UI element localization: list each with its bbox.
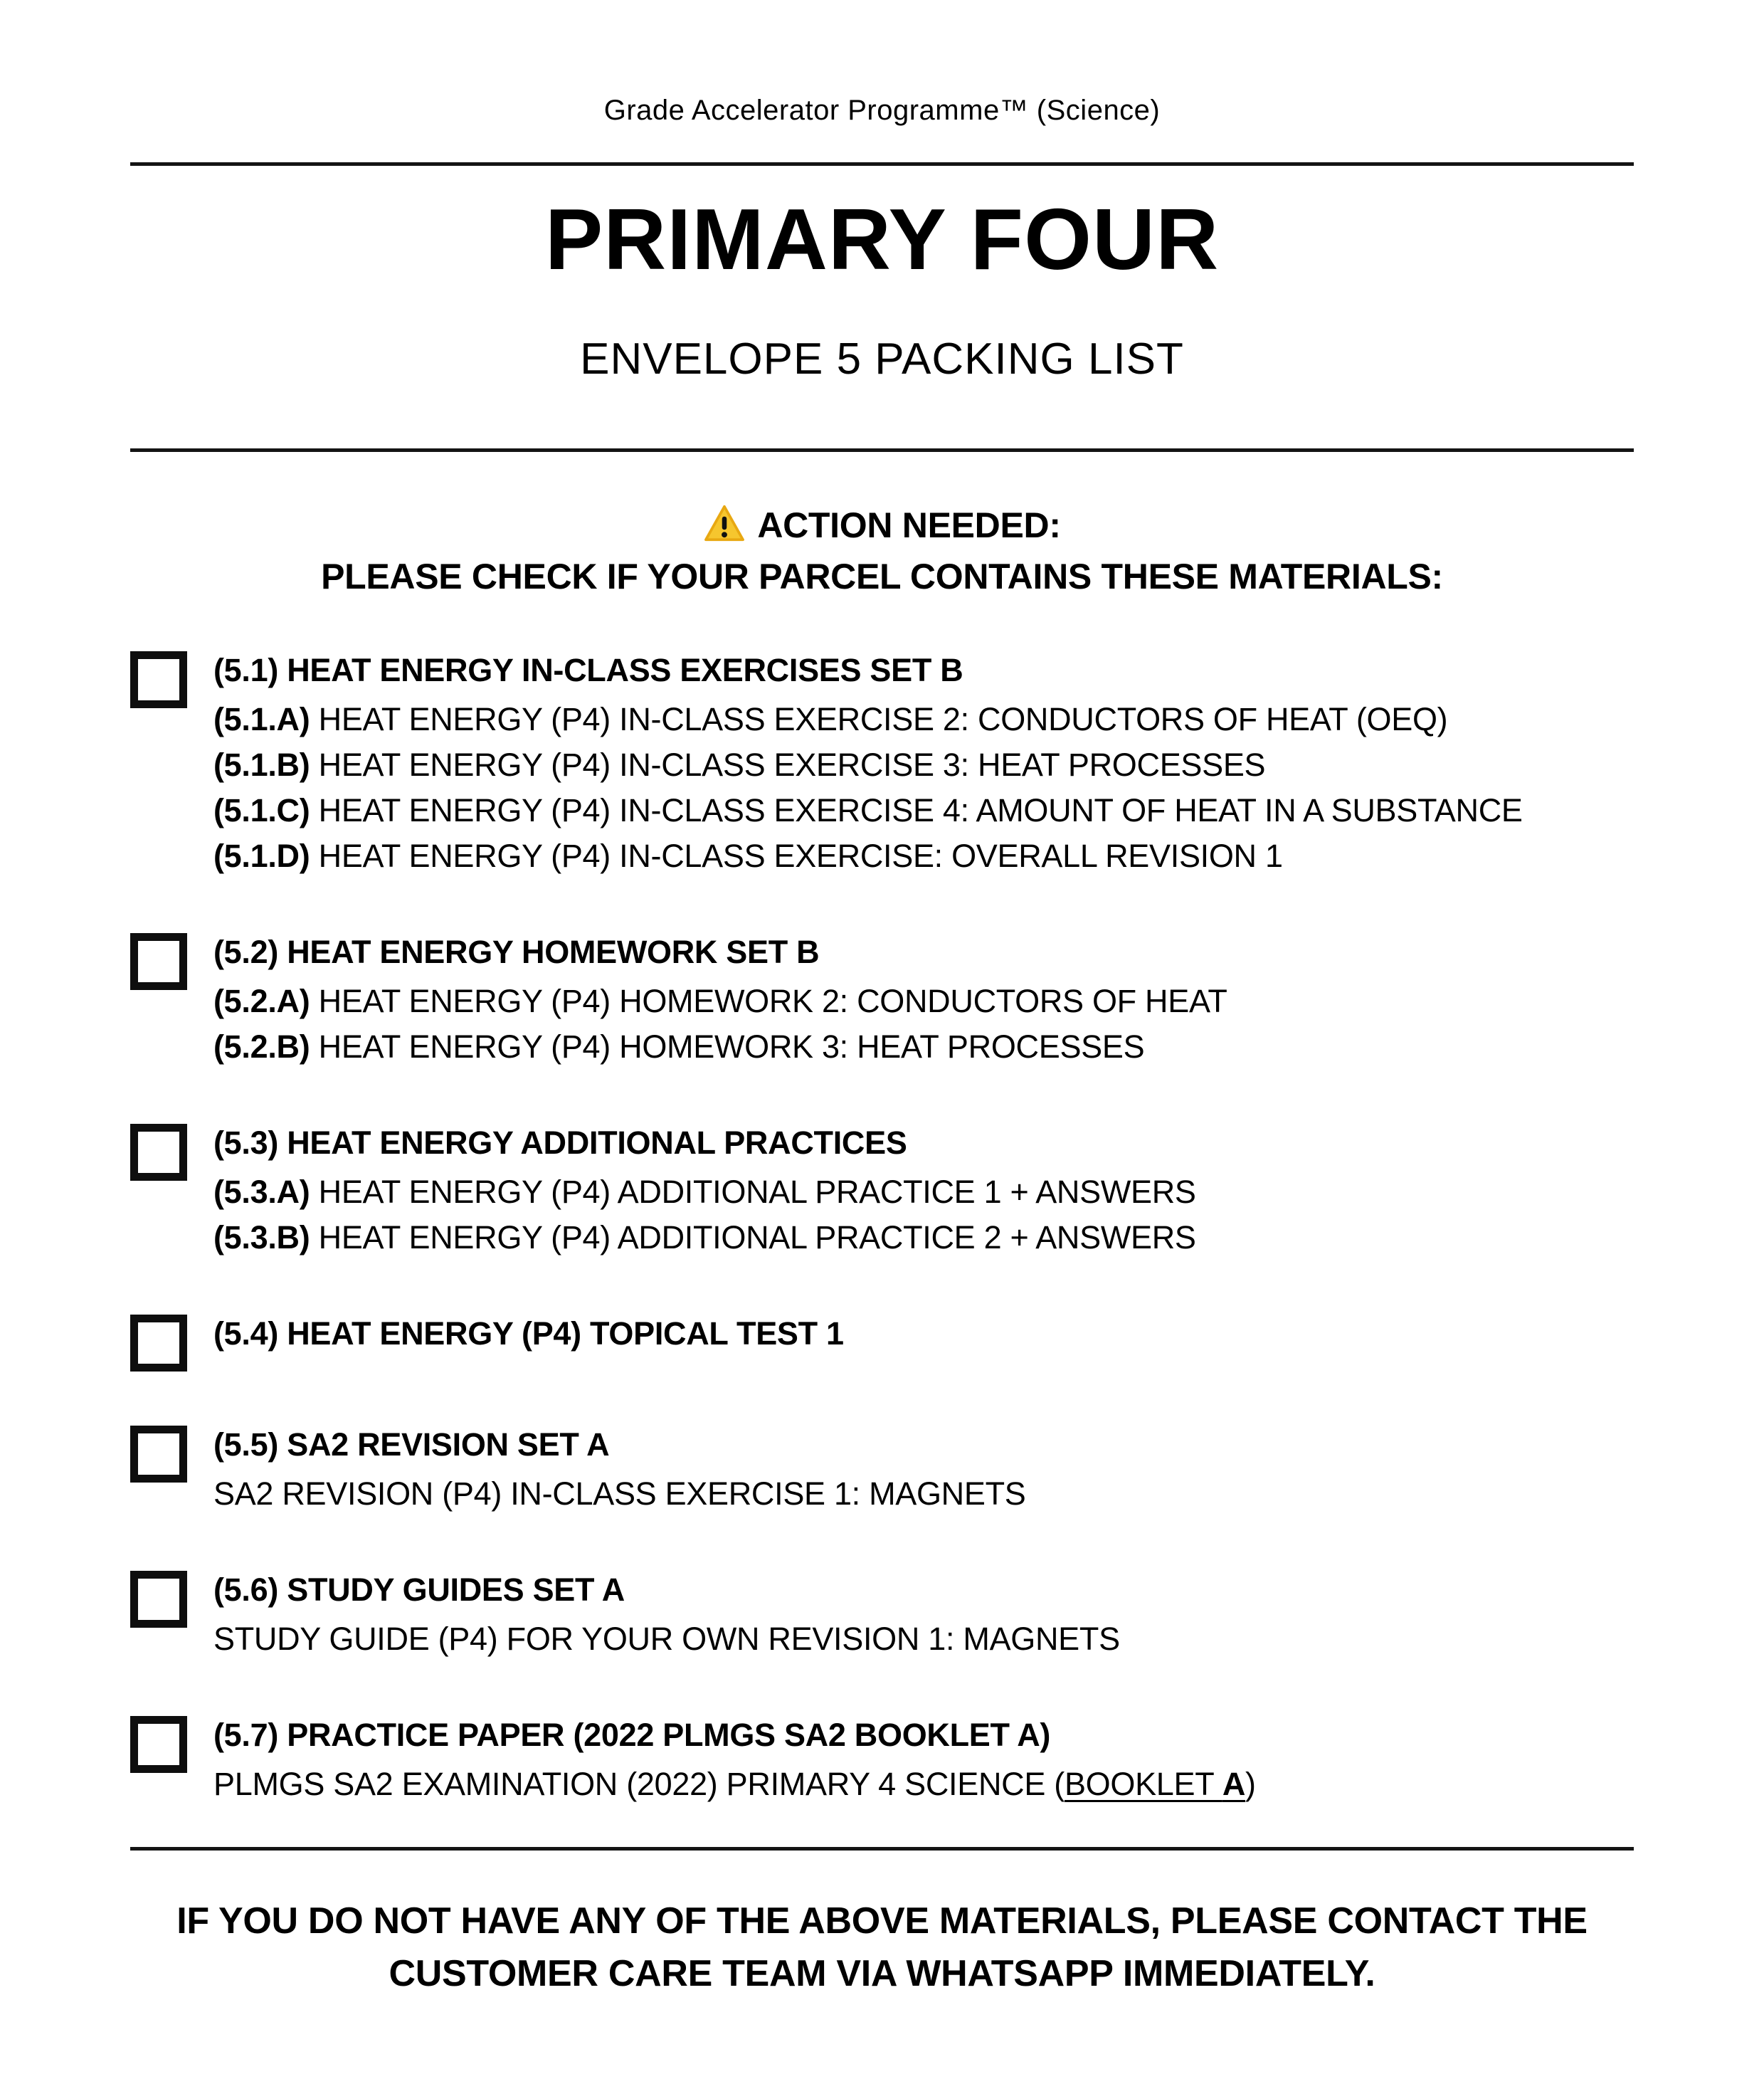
footer-notice bbox=[0, 1895, 1764, 2000]
section-lines bbox=[213, 929, 1634, 1070]
section-title bbox=[213, 1120, 1634, 1167]
section-lines bbox=[213, 1712, 1634, 1807]
checkbox-5-2[interactable] bbox=[130, 933, 187, 990]
section-items bbox=[213, 1169, 1634, 1260]
action-subheading: PLEASE CHECK IF YOUR PARCEL CONTAINS THESE MATERIALS: bbox=[321, 557, 1443, 596]
checklist-item bbox=[213, 697, 1634, 742]
checklist-item bbox=[213, 1616, 1634, 1662]
section-title bbox=[213, 929, 1634, 976]
checkbox-5-3[interactable] bbox=[130, 1124, 187, 1181]
item-text-segment: HEAT ENERGY (P4) IN-CLASS EXERCISE 4: AMOUNT OF HEAT IN A SUBSTANCE bbox=[310, 792, 1523, 828]
divider-header bbox=[130, 448, 1634, 452]
checklist-item bbox=[213, 742, 1634, 788]
footer-line-1: IF YOU DO NOT HAVE ANY OF THE ABOVE MATERIALS, PLEASE CONTACT THE bbox=[176, 1900, 1588, 1942]
section-items bbox=[213, 979, 1634, 1070]
warning-triangle-icon bbox=[703, 503, 757, 547]
item-text-segment: PLMGS SA2 EXAMINATION (2022) PRIMARY 4 SCIENCE ( bbox=[213, 1766, 1065, 1802]
checklist-item bbox=[213, 979, 1634, 1024]
section-items bbox=[213, 1762, 1634, 1807]
item-text-segment: HEAT ENERGY (P4) ADDITIONAL PRACTICE 2 + ANSWERS bbox=[310, 1219, 1196, 1256]
page-subtitle: ENVELOPE 5 PACKING LIST bbox=[580, 335, 1184, 384]
checkbox-5-4[interactable] bbox=[130, 1315, 187, 1372]
section-number: (5.3) bbox=[213, 1125, 279, 1161]
section-items bbox=[213, 1471, 1634, 1517]
item-text-segment: HEAT ENERGY (P4) HOMEWORK 3: HEAT PROCESSES bbox=[310, 1028, 1145, 1065]
program-title: Grade Accelerator Programme™ (Science) bbox=[603, 95, 1161, 126]
item-text-segment: ) bbox=[1245, 1766, 1256, 1802]
checklist-section-5-4 bbox=[130, 1310, 1634, 1372]
footer-line-2: CUSTOMER CARE TEAM VIA WHATSAPP IMMEDIATELY. bbox=[389, 1953, 1375, 1994]
checklist-item bbox=[213, 833, 1634, 879]
item-text-segment: HEAT ENERGY (P4) ADDITIONAL PRACTICE 1 + ANSWERS bbox=[310, 1174, 1196, 1210]
section-name: HEAT ENERGY HOMEWORK SET B bbox=[287, 934, 820, 970]
checkbox-5-7[interactable] bbox=[130, 1716, 187, 1773]
checklist-section-5-7 bbox=[130, 1712, 1634, 1807]
item-text-segment: (5.2.A) bbox=[213, 983, 310, 1019]
checklist-item bbox=[213, 1024, 1634, 1070]
section-items bbox=[213, 697, 1634, 879]
section-name: PRACTICE PAPER (2022 PLMGS SA2 BOOKLET A) bbox=[287, 1717, 1051, 1753]
section-number: (5.7) bbox=[213, 1717, 279, 1753]
checklist-section-5-3 bbox=[130, 1120, 1634, 1260]
section-items bbox=[213, 1616, 1634, 1662]
item-text-segment: (5.1.A) bbox=[213, 701, 310, 737]
section-lines bbox=[213, 1120, 1634, 1260]
item-text-segment: HEAT ENERGY (P4) IN-CLASS EXERCISE: OVERALL REVISION 1 bbox=[310, 838, 1283, 874]
section-number: (5.4) bbox=[213, 1315, 279, 1352]
section-lines bbox=[213, 647, 1634, 879]
section-name: STUDY GUIDES SET A bbox=[287, 1572, 625, 1608]
divider-top bbox=[130, 162, 1634, 166]
item-text-segment: (5.1.C) bbox=[213, 792, 310, 828]
checklist-section-5-2 bbox=[130, 929, 1634, 1070]
checkbox-5-1[interactable] bbox=[130, 651, 187, 708]
item-text-segment: BOOKLET bbox=[1064, 1766, 1222, 1802]
item-text-segment: HEAT ENERGY (P4) HOMEWORK 2: CONDUCTORS OF HEAT bbox=[310, 983, 1227, 1019]
section-title bbox=[213, 1421, 1634, 1468]
checklist-section-5-5 bbox=[130, 1421, 1634, 1517]
checklist-item bbox=[213, 1762, 1634, 1807]
item-text-segment: (5.2.B) bbox=[213, 1028, 310, 1065]
item-text-segment: SA2 REVISION (P4) IN-CLASS EXERCISE 1: MAGNETS bbox=[213, 1475, 1026, 1512]
checklist-item bbox=[213, 1215, 1634, 1260]
item-text-segment: HEAT ENERGY (P4) IN-CLASS EXERCISE 3: HEAT PROCESSES bbox=[310, 747, 1266, 783]
page-title: PRIMARY FOUR bbox=[544, 191, 1220, 288]
section-name: HEAT ENERGY ADDITIONAL PRACTICES bbox=[287, 1125, 907, 1161]
section-title bbox=[213, 647, 1634, 694]
action-heading bbox=[0, 503, 1764, 547]
checkbox-5-5[interactable] bbox=[130, 1426, 187, 1483]
checklist-item bbox=[213, 788, 1634, 833]
section-lines bbox=[213, 1567, 1634, 1662]
divider-footer bbox=[130, 1847, 1634, 1851]
checklist-item bbox=[213, 1471, 1634, 1517]
item-text-segment: HEAT ENERGY (P4) IN-CLASS EXERCISE 2: CONDUCTORS OF HEAT (OEQ) bbox=[310, 701, 1448, 737]
section-lines bbox=[213, 1310, 1634, 1357]
section-number: (5.2) bbox=[213, 934, 279, 970]
section-name: HEAT ENERGY IN-CLASS EXERCISES SET B bbox=[287, 652, 963, 688]
section-name: HEAT ENERGY (P4) TOPICAL TEST 1 bbox=[287, 1315, 844, 1352]
checklist bbox=[130, 647, 1634, 1807]
item-text-segment: (5.3.A) bbox=[213, 1174, 310, 1210]
checklist-section-5-6 bbox=[130, 1567, 1634, 1662]
section-number: (5.6) bbox=[213, 1572, 279, 1608]
action-heading-text: ACTION NEEDED: bbox=[757, 505, 1061, 545]
section-title bbox=[213, 1567, 1634, 1614]
section-number: (5.5) bbox=[213, 1426, 279, 1463]
item-text-segment: A bbox=[1222, 1766, 1246, 1802]
section-lines bbox=[213, 1421, 1634, 1517]
section-title bbox=[213, 1310, 1634, 1357]
item-text-segment: STUDY GUIDE (P4) FOR YOUR OWN REVISION 1: MAGNETS bbox=[213, 1621, 1120, 1657]
item-text-segment: (5.1.B) bbox=[213, 747, 310, 783]
item-text-segment: (5.1.D) bbox=[213, 838, 310, 874]
item-text-segment: (5.3.B) bbox=[213, 1219, 310, 1256]
checklist-section-5-1 bbox=[130, 647, 1634, 879]
checklist-item bbox=[213, 1169, 1634, 1215]
checkbox-5-6[interactable] bbox=[130, 1571, 187, 1628]
section-number: (5.1) bbox=[213, 652, 279, 688]
section-title bbox=[213, 1712, 1634, 1759]
section-name: SA2 REVISION SET A bbox=[287, 1426, 610, 1463]
